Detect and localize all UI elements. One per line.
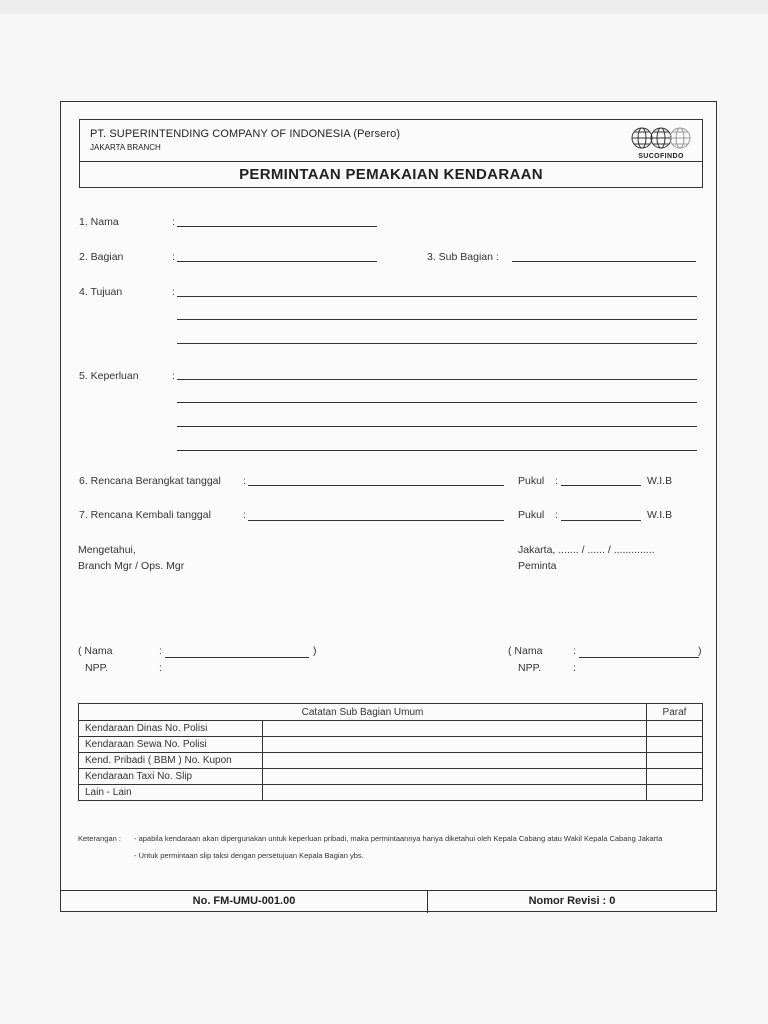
requester-nama-line[interactable] <box>579 657 699 658</box>
wib-berangkat: W.I.B <box>647 475 673 487</box>
logo-text: SUCOFINDO <box>638 153 684 160</box>
peminta-label: Peminta <box>518 560 557 572</box>
berangkat-time-line[interactable] <box>561 485 641 486</box>
table-header-paraf: Paraf <box>647 704 703 721</box>
row-label: Kendaraan Sewa No. Polisi <box>79 737 263 753</box>
row-value-cell[interactable] <box>262 737 646 753</box>
nama-line[interactable] <box>177 226 377 227</box>
colon: : <box>243 475 246 487</box>
row-paraf-cell[interactable] <box>647 753 703 769</box>
table-row <box>79 737 703 753</box>
branch-name: JAKARTA BRANCH <box>90 143 161 152</box>
table-row <box>79 721 703 737</box>
label-bagian: 2. Bagian <box>79 251 124 263</box>
label-pukul-kembali: Pukul <box>518 509 545 521</box>
colon: : <box>573 645 576 657</box>
row-value-cell[interactable] <box>262 769 646 785</box>
jakarta-date[interactable]: Jakarta, ....... / ...... / .............. <box>518 544 655 556</box>
row-paraf-cell[interactable] <box>647 769 703 785</box>
revision-number: Nomor Revisi : 0 <box>528 895 616 907</box>
row-paraf-cell[interactable] <box>647 737 703 753</box>
form-frame <box>60 101 717 912</box>
row-label: Lain - Lain <box>79 785 263 801</box>
colon: : <box>172 251 175 263</box>
colon: : <box>243 509 246 521</box>
approver-npp-label: NPP. <box>85 662 109 674</box>
row-value-cell[interactable] <box>262 785 646 801</box>
keterangan-note-1: - apabila kendaraan akan dipergunakan untuk keperluan pribadi, maka permintaannya hanya diketahui oleh Kepala Cabang atau Wakil Kepala Cabang Jakarta <box>134 834 663 843</box>
catatan-table <box>78 703 703 801</box>
kembali-time-line[interactable] <box>561 520 641 521</box>
row-value-cell[interactable] <box>262 753 646 769</box>
colon: : <box>159 645 162 657</box>
tujuan-line-1[interactable] <box>177 296 697 297</box>
colon: : <box>172 216 175 228</box>
colon: : <box>555 509 558 521</box>
requester-nama-label: ( Nama <box>508 645 543 657</box>
table-row <box>79 753 703 769</box>
colon: : <box>172 286 175 298</box>
row-paraf-cell[interactable] <box>647 721 703 737</box>
approver-nama-label: ( Nama <box>78 645 113 657</box>
form-header <box>79 119 703 188</box>
colon: : <box>172 370 175 382</box>
label-kembali: 7. Rencana Kembali tanggal <box>79 509 211 521</box>
keperluan-line-2[interactable] <box>177 402 697 403</box>
row-value-cell[interactable] <box>262 721 646 737</box>
mengetahui-label: Mengetahui, <box>78 544 136 556</box>
scan-top-band <box>0 0 768 14</box>
row-paraf-cell[interactable] <box>647 785 703 801</box>
requester-npp-label: NPP. <box>518 662 542 674</box>
form-footer <box>61 890 716 913</box>
label-berangkat: 6. Rencana Berangkat tanggal <box>79 475 221 487</box>
row-label: Kendaraan Taxi No. Slip <box>79 769 263 785</box>
label-tujuan: 4. Tujuan <box>79 286 123 298</box>
sub-bagian-line[interactable] <box>512 261 696 262</box>
bagian-line[interactable] <box>177 261 377 262</box>
keperluan-line-4[interactable] <box>177 450 697 451</box>
header-divider <box>80 161 702 162</box>
label-keperluan: 5. Keperluan <box>79 370 139 382</box>
colon: : <box>573 662 576 674</box>
row-label: Kend. Pribadi ( BBM ) No. Kupon <box>79 753 263 769</box>
keperluan-line-3[interactable] <box>177 426 697 427</box>
form-title: PERMINTAAN PEMAKAIAN KENDARAAN <box>239 166 543 183</box>
label-nama: 1. Nama <box>79 216 119 228</box>
wib-kembali: W.I.B <box>647 509 673 521</box>
keperluan-line-1[interactable] <box>177 379 697 380</box>
berangkat-date-line[interactable] <box>248 485 504 486</box>
label-pukul-berangkat: Pukul <box>518 475 545 487</box>
label-sub-bagian: 3. Sub Bagian : <box>427 251 499 263</box>
close-paren: ) <box>313 645 317 657</box>
row-label: Kendaraan Dinas No. Polisi <box>79 721 263 737</box>
branch-mgr-label: Branch Mgr / Ops. Mgr <box>78 560 185 572</box>
table-header-catatan: Catatan Sub Bagian Umum <box>79 704 647 721</box>
colon: : <box>159 662 162 674</box>
table-row <box>79 769 703 785</box>
sucofindo-logo <box>628 126 694 162</box>
kembali-date-line[interactable] <box>248 520 504 521</box>
keterangan-note-2: - Untuk permintaan slip taksi dengan persetujuan Kepala Bagian ybs. <box>134 851 364 860</box>
company-name: PT. SUPERINTENDING COMPANY OF INDONESIA (Persero) <box>90 128 401 140</box>
approver-nama-line[interactable] <box>165 657 309 658</box>
table-row <box>79 785 703 801</box>
form-number: No. FM-UMU-001.00 <box>192 895 296 907</box>
globe-icon <box>628 126 694 154</box>
close-paren: ) <box>698 645 702 657</box>
keterangan-label: Keterangan : <box>78 834 121 843</box>
tujuan-line-2[interactable] <box>177 319 697 320</box>
colon: : <box>555 475 558 487</box>
tujuan-line-3[interactable] <box>177 343 697 344</box>
